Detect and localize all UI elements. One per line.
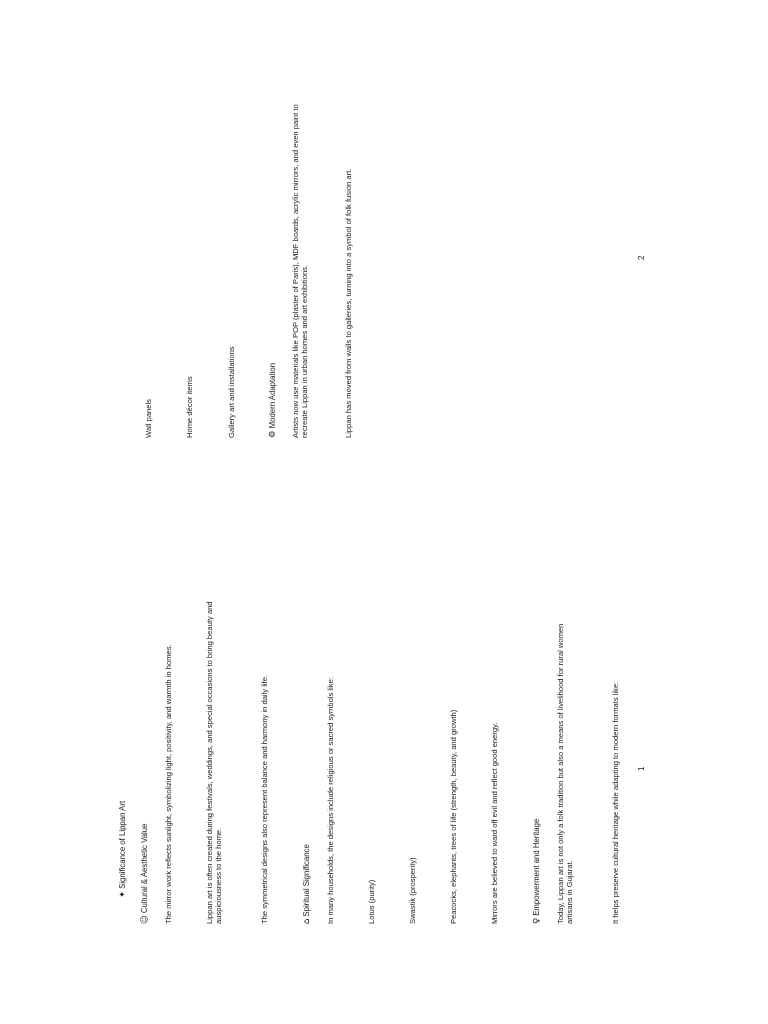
cultural-paragraph-3: The symmetrical designs also represent balance and harmony in daily life. bbox=[260, 674, 269, 924]
cultural-heading-text: Cultural & Aesthetic Value bbox=[140, 823, 149, 914]
page-number-1: 1 bbox=[637, 766, 646, 771]
modern-paragraph-1: Artists now use materials like POP (plaster of Paris), MDF boards, acrylic mirrors, and even paint to recreate Lippan in urban homes and art exhibitions. bbox=[291, 104, 309, 438]
spiritual-intro: In many households, the designs include religious or sacred symbols like: bbox=[326, 677, 335, 924]
page-number-2: 2 bbox=[637, 255, 646, 260]
empowerment-heading bbox=[532, 819, 542, 924]
cultural-paragraph-2: Lippan art is often created during festivals, weddings, and special occasions to bring beauty and auspiciousness to the home. bbox=[205, 601, 223, 924]
palette-icon: ☺ bbox=[140, 915, 150, 924]
gear-icon: ⚙ bbox=[268, 430, 278, 438]
cultural-paragraph-1: The mirror work reflects sunlight, symbolizing light, positivity, and warmth in homes. bbox=[164, 644, 173, 924]
spiritual-heading bbox=[302, 844, 312, 924]
format-item-wall-panels: Wall panels bbox=[144, 399, 153, 438]
spiritual-heading-text: Spiritual Significance bbox=[302, 844, 311, 917]
woman-icon: ♀ bbox=[532, 917, 542, 924]
section-title-text: Significance of Lippan Art bbox=[118, 800, 127, 889]
list-item-mirrors: Mirrors are believed to ward off evil and reflect good energy. bbox=[490, 722, 499, 924]
cultural-heading bbox=[140, 824, 150, 924]
format-item-gallery: Gallery art and installations bbox=[227, 346, 236, 438]
modern-paragraph-2: Lippan has moved from walls to galleries, turning into a symbol of folk fusion art. bbox=[344, 168, 353, 438]
list-item-lotus: Lotus (purity) bbox=[367, 879, 376, 924]
empowerment-heading-text: Empowerment and Heritage bbox=[532, 818, 541, 916]
empowerment-paragraph-1: Today, Lippan art is not only a folk tradition but also a means of livelihood for rural women artisans in Gujarat. bbox=[556, 623, 574, 924]
list-item-peacocks: Peacocks, elephants, trees of life (strength, beauty, and growth) bbox=[449, 709, 458, 924]
section-title bbox=[118, 801, 128, 898]
modern-heading bbox=[268, 363, 278, 438]
list-item-swastik: Swastik (prosperity) bbox=[408, 857, 417, 924]
temple-icon: ⌂ bbox=[302, 918, 312, 924]
empowerment-paragraph-2: It helps preserve cultural heritage while adapting to modern formats like: bbox=[611, 681, 620, 924]
sparkles-icon: ✦ bbox=[118, 890, 128, 898]
modern-heading-text: Modern Adaptation bbox=[268, 362, 277, 429]
format-item-home-decor: Home décor items bbox=[185, 376, 194, 438]
